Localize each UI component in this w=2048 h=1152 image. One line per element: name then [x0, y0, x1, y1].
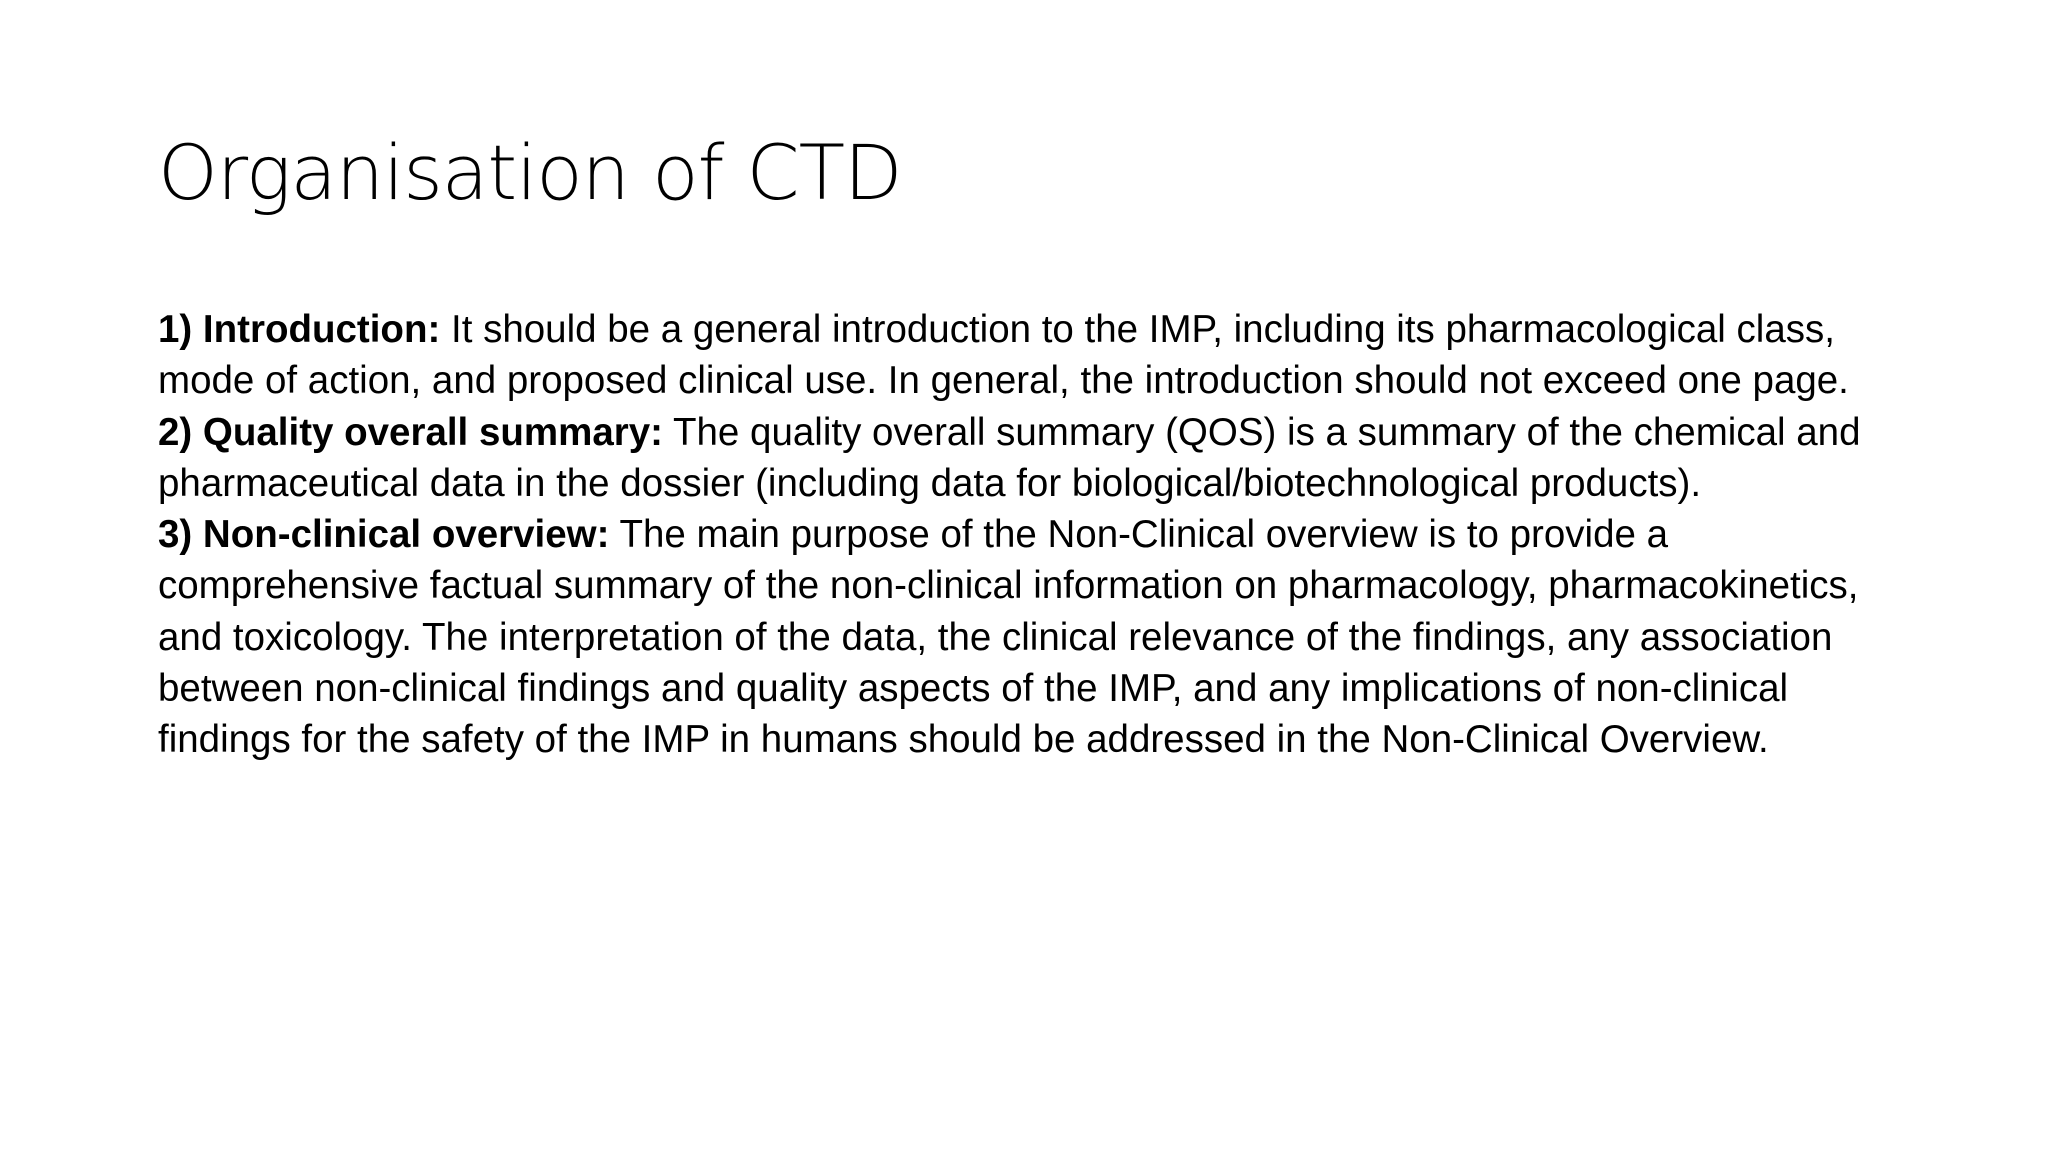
item-label: 3) Non-clinical overview: — [158, 513, 610, 557]
item-quality-overall-summary — [158, 407, 1898, 510]
item-text: The quality overall summary (QOS) is a summary of the chemical and pharmaceutical data in the dossier (including data for biological/biotechnological products). — [158, 410, 1861, 505]
item-text: It should be a general introduction to the IMP, including its pharmacological class, mode of action, and proposed clinical use. In general, the introduction should not exceed one page. — [158, 308, 1849, 403]
item-label: 2) Quality overall summary: — [158, 410, 663, 454]
item-non-clinical-overview — [158, 509, 1898, 765]
item-label: 1) Introduction: — [158, 308, 441, 351]
slide-body — [158, 304, 1898, 766]
item-introduction — [158, 304, 1898, 407]
slide-title: Organisation of CTD — [158, 128, 902, 217]
item-text: The main purpose of the Non-Clinical overview is to provide a comprehensive factual summary of the non-clinical information on pharmacology, pharmacokinetics, and toxicology. The interpretation of the data, the clinical relevance of the findings, any association between non-clinical findings and quality aspects of the IMP, and any implications of non-clinical findings for the safety of the IMP in humans should be addressed in the Non-Clinical Overview. — [158, 513, 1859, 762]
